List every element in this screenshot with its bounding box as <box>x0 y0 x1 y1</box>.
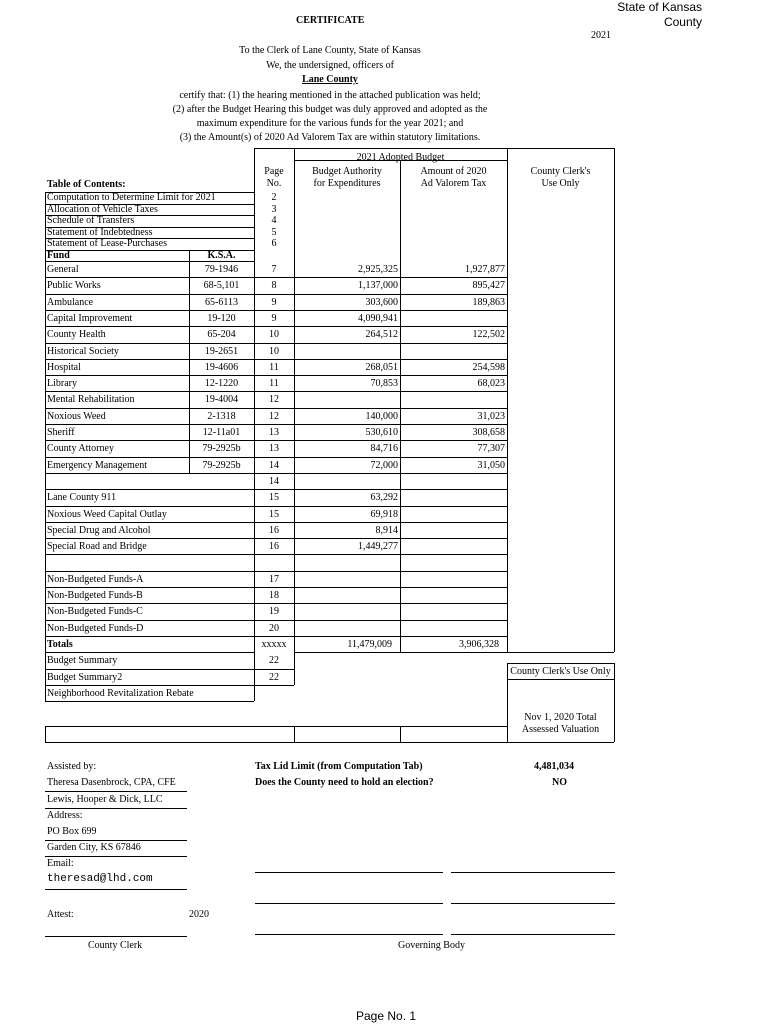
fund-page: 15 <box>269 508 279 520</box>
fund-name: Special Drug and Alcohol <box>47 524 151 536</box>
fund-page: 15 <box>269 492 279 504</box>
fund-budget-authority: 8,914 <box>375 524 398 536</box>
toc-item-page: 6 <box>271 238 277 250</box>
fund-budget-authority: 264,512 <box>365 329 398 341</box>
county-word: County <box>663 15 702 29</box>
election-label: Does the County need to hold an election? <box>255 777 434 788</box>
to-line: To the Clerk of Lane County, State of Kansas <box>239 45 421 56</box>
address-label: Address: <box>47 810 83 821</box>
toc-item-label: Statement of Lease-Purchases <box>47 238 167 250</box>
summary-label: Neighborhood Revitalization Rebate <box>47 687 194 699</box>
certify-line: maximum expenditure for the various funds for the year 2021; and <box>196 118 464 129</box>
fund-name: Non-Budgeted Funds-B <box>47 590 143 601</box>
fund-ksa: 79-2925b <box>202 443 241 455</box>
ksa-header: K.S.A. <box>207 250 236 261</box>
fund-budget-authority: 268,051 <box>365 361 398 373</box>
state-name: State of Kansas <box>617 0 702 14</box>
email-address[interactable]: theresad@lhd.com <box>47 873 153 885</box>
fund-ksa: 19-120 <box>207 312 236 324</box>
fund-page: 12 <box>269 394 279 406</box>
fund-ad-valorem-tax: 122,502 <box>472 329 505 341</box>
fund-ad-valorem-tax: 189,863 <box>472 296 505 308</box>
governing-body-label: Governing Body <box>398 940 465 951</box>
fund-budget-authority: 2,925,325 <box>358 264 398 275</box>
county-clerk-signature-label: County Clerk <box>88 940 143 951</box>
fund-page: 7 <box>271 264 277 275</box>
attest-year: 2020 <box>189 909 209 920</box>
totals-label: Totals <box>47 638 73 650</box>
fund-name: Mental Rehabilitation <box>47 394 135 406</box>
tax-lid-value: 4,481,034 <box>534 761 574 772</box>
assessed-valuation-label: Assessed Valuation <box>521 724 600 735</box>
fund-name: Non-Budgeted Funds-D <box>47 622 144 634</box>
clerk-use-only-header: Use Only <box>541 178 580 189</box>
election-value: NO <box>552 777 567 788</box>
ad-valorem-tax-header: Amount of 2020 <box>420 166 487 177</box>
fund-ksa: 2-1318 <box>207 410 236 422</box>
county-name: Lane County <box>302 74 358 85</box>
clerk-use-only-box: County Clerk's Use Only <box>510 666 611 678</box>
fund-name: Public Works <box>47 280 101 292</box>
fund-page: 12 <box>269 410 279 422</box>
state-label <box>617 0 702 30</box>
email-label: Email: <box>47 858 74 869</box>
fund-budget-authority: 63,292 <box>370 492 398 504</box>
fund-ksa: 12-11a01 <box>202 427 241 438</box>
totals-ad-valorem-tax: 3,906,328 <box>459 638 499 650</box>
adopted-budget-header: 2021 Adopted Budget <box>356 152 445 163</box>
fund-ad-valorem-tax: 254,598 <box>472 361 505 373</box>
fund-page: 16 <box>269 541 279 553</box>
fund-budget-authority: 303,600 <box>365 296 398 308</box>
fund-page: 13 <box>269 427 279 438</box>
toc-item-page: 3 <box>271 203 277 215</box>
toc-item-label: Schedule of Transfers <box>47 215 135 227</box>
fund-name: Capital Improvement <box>47 312 133 324</box>
address-line-2: Garden City, KS 67846 <box>47 842 141 853</box>
summary-label: Budget Summary2 <box>47 671 123 683</box>
fund-ad-valorem-tax: 895,427 <box>472 280 505 292</box>
fund-ksa: 65-6113 <box>205 296 238 308</box>
assisted-by: Assisted by: <box>47 761 97 772</box>
fund-name: Ambulance <box>47 296 94 308</box>
fund-page: 18 <box>269 590 279 601</box>
fund-budget-authority: 140,000 <box>365 410 398 422</box>
clerk-use-only-header: County Clerk's <box>530 166 591 177</box>
fund-ksa: 79-2925b <box>202 459 241 471</box>
fund-budget-authority: 84,716 <box>370 443 398 455</box>
fund-name: Non-Budgeted Funds-A <box>47 573 144 585</box>
toc-item-page: 5 <box>271 226 277 238</box>
tax-lid-label: Tax Lid Limit (from Computation Tab) <box>255 761 423 772</box>
attest-label: Attest: <box>47 909 74 920</box>
fund-page: 11 <box>269 378 279 390</box>
fund-ksa: 68-5,101 <box>203 280 240 292</box>
fund-page: 9 <box>271 296 277 308</box>
certify-statements <box>80 89 580 145</box>
fund-budget-authority: 1,449,277 <box>358 541 398 553</box>
fund-page: 19 <box>269 606 279 618</box>
fund-ad-valorem-tax: 1,927,877 <box>465 264 505 275</box>
fund-page: 10 <box>269 329 279 341</box>
fund-ksa: 19-2651 <box>204 345 239 357</box>
fund-budget-authority: 69,918 <box>370 508 398 520</box>
fund-name: Non-Budgeted Funds-C <box>47 606 143 618</box>
fund-name: Historical Society <box>47 345 119 357</box>
certify-line: certify that: (1) the hearing mentioned in the attached publication was held; <box>179 90 481 101</box>
fund-ad-valorem-tax: 68,023 <box>477 378 505 390</box>
summary-page: 22 <box>269 671 279 683</box>
firm-name: Lewis, Hooper & Dick, LLC <box>47 794 163 805</box>
fund-name: General <box>47 264 79 275</box>
fund-ksa: 65-204 <box>207 329 236 341</box>
certify-line: (3) the Amount(s) of 2020 Ad Valorem Tax are within statutory limitations. <box>179 132 481 143</box>
fund-ad-valorem-tax: 77,307 <box>477 443 505 455</box>
fund-name: Emergency Management <box>47 459 148 471</box>
fund-ksa: 12-1220 <box>204 378 239 390</box>
fund-page: 14 <box>269 459 279 471</box>
fund-budget-authority: 4,090,941 <box>358 312 398 324</box>
assessed-valuation-label: Nov 1, 2020 Total <box>524 712 597 723</box>
fund-budget-authority: 72,000 <box>370 459 398 471</box>
fund-name: County Attorney <box>47 443 114 455</box>
fund-page: 8 <box>271 280 277 292</box>
summary-label: Budget Summary <box>47 655 118 667</box>
fund-page: 17 <box>269 573 279 585</box>
fund-name: Noxious Weed <box>47 410 106 422</box>
totals-budget-authority: 11,479,009 <box>347 638 392 650</box>
ad-valorem-tax-header: Ad Valorem Tax <box>420 178 487 189</box>
fund-ad-valorem-tax: 31,023 <box>477 410 505 422</box>
toc-item-label: Allocation of Vehicle Taxes <box>47 203 158 215</box>
fund-page: 9 <box>271 312 277 324</box>
fund-name: Library <box>47 378 77 390</box>
fund-name: Hospital <box>47 361 81 373</box>
assistant-name: Theresa Dasenbrock, CPA, CFE <box>47 777 176 788</box>
page-number: Page No. 1 <box>356 1009 417 1023</box>
fund-header: Fund <box>47 250 70 261</box>
certificate-title: CERTIFICATE <box>296 15 365 26</box>
fund-ad-valorem-tax: 308,658 <box>472 427 505 438</box>
fund-page: 13 <box>269 443 279 455</box>
toc-item-page: 2 <box>271 192 277 203</box>
fund-page: 10 <box>269 345 279 357</box>
fund-ksa: 19-4606 <box>204 361 239 373</box>
fund-page: 20 <box>269 622 279 634</box>
toc-item-page: 4 <box>271 215 277 227</box>
fund-name: Special Road and Bridge <box>47 541 147 553</box>
fund-page: 14 <box>269 475 279 487</box>
fund-name: Noxious Weed Capital Outlay <box>47 508 167 520</box>
fund-name: Sheriff <box>47 427 75 438</box>
fund-ad-valorem-tax: 31,050 <box>477 459 505 471</box>
toc-item-label: Statement of Indebtedness <box>47 226 153 238</box>
certify-line: (2) after the Budget Hearing this budget was duly approved and adopted as the <box>172 104 488 115</box>
page-column-header: No. <box>266 178 282 189</box>
summary-page: 22 <box>269 655 279 667</box>
address-line-1: PO Box 699 <box>47 826 97 837</box>
fund-ksa: 19-4004 <box>204 394 239 406</box>
fund-ksa: 79-1946 <box>204 264 239 275</box>
we-line: We, the undersigned, officers of <box>266 59 394 71</box>
budget-authority-header: for Expenditures <box>313 178 381 189</box>
certificate-intro <box>130 44 530 88</box>
toc-title: Table of Contents: <box>47 179 126 190</box>
fund-name: Lane County 911 <box>47 492 117 504</box>
budget-authority-header: Budget Authority <box>312 166 382 177</box>
toc-item-label: Computation to Determine Limit for 2021 <box>47 192 216 203</box>
fund-page: 11 <box>269 361 279 373</box>
totals-page: xxxxx <box>261 638 287 650</box>
fund-name: County Health <box>47 329 106 341</box>
fund-page: 16 <box>269 524 279 536</box>
fund-budget-authority: 1,137,000 <box>358 280 398 292</box>
page-column-header: Page <box>264 166 284 177</box>
header-year: 2021 <box>591 30 611 41</box>
fund-budget-authority: 530,610 <box>365 427 398 438</box>
fund-budget-authority: 70,853 <box>370 378 398 390</box>
